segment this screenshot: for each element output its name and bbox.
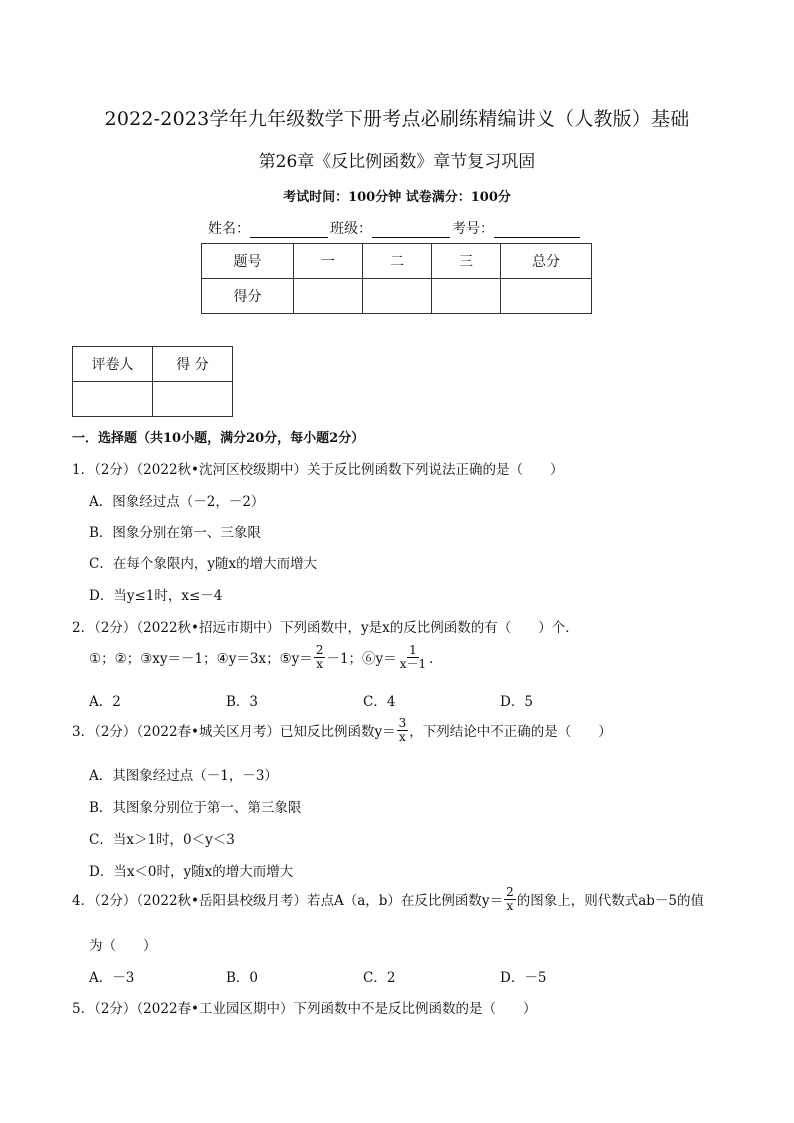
- section-title: 一．选择题（共10小题，满分20分，每小题2分）: [72, 431, 365, 446]
- fraction-5: [314, 644, 326, 670]
- question-3-fraction-numerator: 3: [398, 716, 407, 730]
- question-2-option-c: C．4: [363, 694, 396, 710]
- score-table-header-row: [202, 244, 592, 279]
- student-info-fields: [208, 218, 582, 238]
- grader-header-cell: 得 分: [153, 347, 233, 382]
- chapter-subtitle: 第26章《反比例函数》章节复习巩固: [258, 152, 536, 172]
- question-4-stem-continued: 为（ ）: [89, 938, 157, 954]
- question-3-fraction-denominator: x: [399, 729, 406, 744]
- question-4-fraction: [504, 886, 516, 912]
- question-4-option-c: C．2: [363, 970, 396, 986]
- question-2-stem: 2．（2分）（2022秋•招远市期中）下列函数中，y是x的反比例函数的有（ ）个．: [72, 620, 579, 636]
- question-4-fraction-numerator: 2: [506, 885, 514, 899]
- fraction-6-denominator: x－1: [399, 656, 427, 671]
- question-3-stem-b: ，下列结论中不正确的是（ ）: [409, 724, 612, 741]
- question-2-option-a: A．2: [89, 694, 121, 710]
- question-4-options: [89, 966, 637, 986]
- grader-blank-row: [73, 382, 233, 417]
- question-3-fraction: [397, 717, 409, 743]
- score-cell[interactable]: [501, 279, 592, 314]
- question-4-option-a: A．－3: [89, 970, 135, 986]
- question-3-option-d: D．当x＜0时，y随x的增大而增大: [89, 864, 294, 880]
- document-title: 2022-2023学年九年级数学下册考点必刷练精编讲义（人教版）基础: [104, 108, 690, 130]
- question-1-option-a: A．图象经过点（－2，－2）: [89, 494, 265, 510]
- grader-cell[interactable]: [73, 382, 153, 417]
- score-header-cell: 总分: [501, 244, 592, 279]
- score-row-label: 得分: [202, 279, 294, 314]
- grader-header-cell: 评卷人: [73, 347, 153, 382]
- class-label: 班级：: [330, 221, 372, 237]
- fraction-6: [398, 644, 428, 670]
- score-header-cell: 一: [294, 244, 363, 279]
- question-3-option-a: A．其图象经过点（－1，－3）: [89, 768, 278, 784]
- question-1-option-c: C．在每个象限内，y随x的增大而增大: [89, 556, 318, 572]
- score-cell[interactable]: [294, 279, 363, 314]
- class-blank[interactable]: [372, 221, 450, 238]
- question-3-option-b: B．其图象分别位于第一、第三象限: [89, 800, 302, 816]
- name-label: 姓名：: [208, 221, 250, 237]
- question-4-stem: [72, 886, 704, 912]
- f5-suffix: －1；⑥: [326, 651, 376, 668]
- question-3-option-c: C．当x＞1时，0＜y＜3: [89, 832, 235, 848]
- question-5-stem: 5．（2分）（2022春•工业园区期中）下列函数中不是反比例函数的是（ ）: [72, 1001, 537, 1017]
- f6-suffix: ．: [429, 651, 443, 668]
- fraction-5-numerator: 2: [315, 643, 324, 657]
- score-header-cell: 二: [363, 244, 432, 279]
- fraction-6-numerator: 1: [409, 643, 417, 657]
- question-2-option-b: B．3: [226, 694, 259, 710]
- question-2-expressions: [89, 644, 443, 670]
- grader-header-row: [73, 347, 233, 382]
- score-header-cell: 三: [432, 244, 501, 279]
- question-1-stem: 1．（2分）（2022秋•沈河区校级期中）关于反比例函数下列说法正确的是（ ）: [72, 462, 564, 478]
- grader-table: [72, 346, 233, 417]
- exam-time-info: 考试时间：100分钟 试卷满分：100分: [283, 190, 511, 205]
- name-blank[interactable]: [250, 221, 328, 238]
- question-2-option-d: D．5: [500, 694, 533, 710]
- question-4-stem-b: 的图象上，则代数式ab－5的值: [516, 893, 704, 910]
- question-2-options: [89, 690, 637, 710]
- question-3-stem-a: 3．（2分）（2022春•城关区月考）已知反比例函数y＝: [72, 724, 396, 741]
- question-4-stem-a: 4．（2分）（2022秋•岳阳县校级月考）若点A（a，b）在反比例函数y＝: [72, 893, 504, 910]
- question-1-option-b: B．图象分别在第一、三象限: [89, 525, 261, 541]
- question-2-expr-list: ①；②；③xy＝－1；④y＝3x；⑤: [89, 651, 292, 668]
- question-4-option-d: D．－5: [500, 970, 547, 986]
- fraction-5-denominator: x: [316, 656, 324, 671]
- score-table-score-row: [202, 279, 592, 314]
- f5-prefix: y＝: [291, 651, 313, 668]
- number-label: 考号：: [452, 221, 494, 237]
- grader-cell[interactable]: [153, 382, 233, 417]
- score-header-cell: 题号: [202, 244, 294, 279]
- question-4-option-b: B．0: [226, 970, 259, 986]
- question-1-option-d: D．当y≤1时，x≤－4: [89, 588, 223, 604]
- number-blank[interactable]: [494, 221, 580, 238]
- question-4-fraction-denominator: x: [506, 898, 514, 913]
- f6-prefix: y＝: [375, 651, 397, 668]
- score-cell[interactable]: [432, 279, 501, 314]
- question-3-stem: [72, 717, 612, 743]
- score-cell[interactable]: [363, 279, 432, 314]
- score-table: [201, 243, 592, 314]
